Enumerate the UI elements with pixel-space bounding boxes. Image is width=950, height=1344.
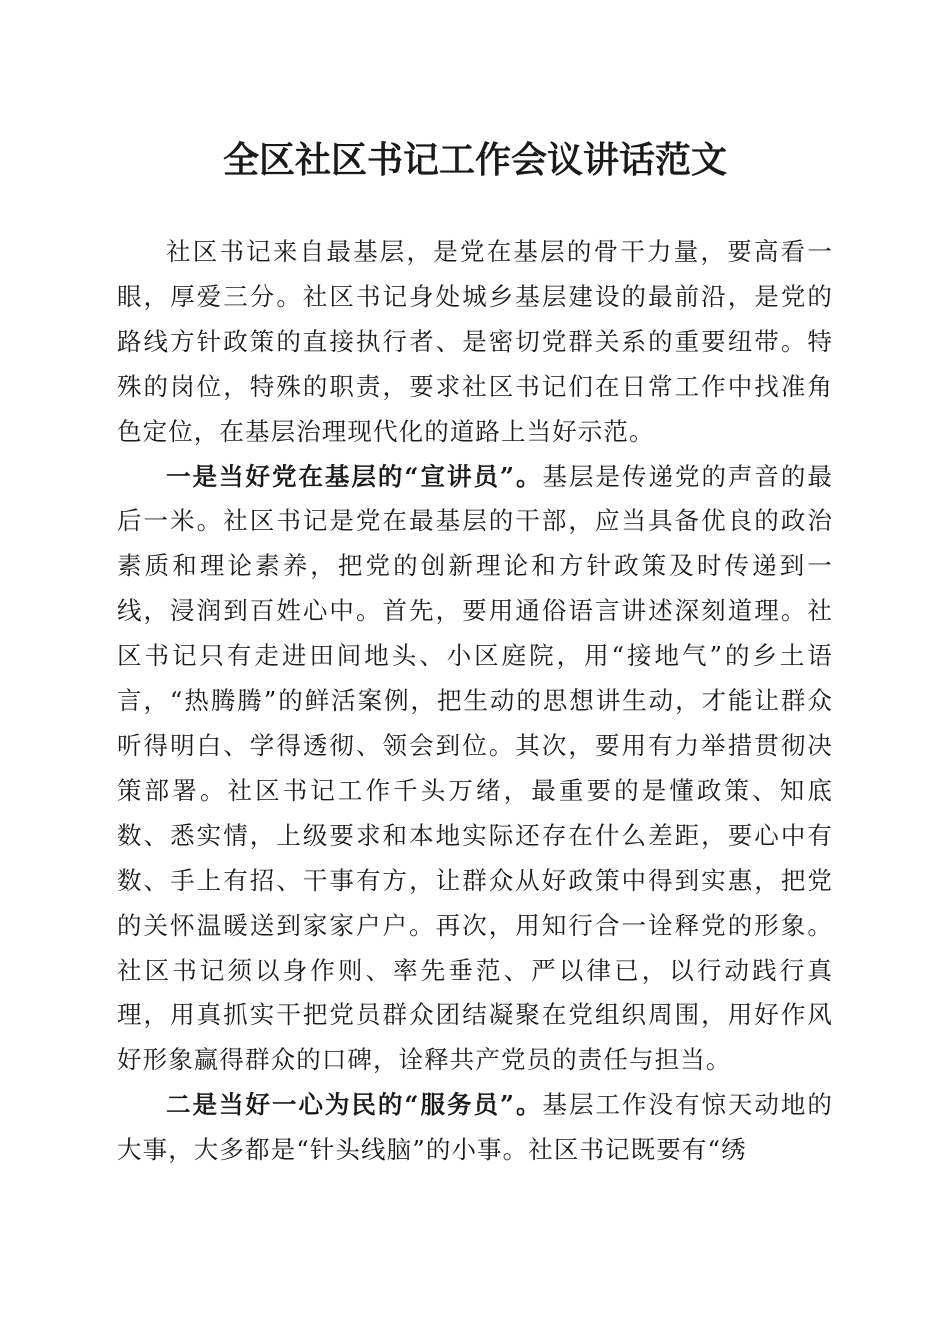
paragraph-text: 基层工作没有惊天动地的大事，大多都是“针头线脑”的小事。社区书记既要有“绣: [117, 1090, 833, 1165]
paragraph-text: 基层是传递党的声音的最后一米。社区书记是党在最基层的干部，应当具备优良的政治素质和理论素养，把党的创新理论和方针政策及时传递到一线，浸润到百姓心中。首先，要用通俗语言讲述深刻道理。社区书记只有走进田间地头、小区庭院，用“接地气”的乡土语言，“热腾腾”的鲜活案例，把生动的思想讲生动，才能让群众听得明白、学得透彻、领会到位。其次，要用有力举措贯彻决策部署。社区书记工作千头万绪，最重要的是懂政策、知底数、悉实情，上级要求和本地实际还存在什么差距，要心中有数、手上有招、干事有方，让群众从好政策中得到实惠，把党的关怀温暖送到家家户户。再次，用知行合一诠释党的形象。社区书记须以身作则、率先垂范、严以律已，以行动践行真理，用真抓实干把党员群众团结凝聚在党组织周围，用好作风好形象赢得群众的口碑，诠释共产党员的责任与担当。: [117, 461, 833, 1075]
document-title: 全区社区书记工作会议讲话范文: [222, 139, 727, 181]
paragraph-point-one: [117, 455, 833, 1084]
paragraph-lead: 一是当好党在基层的“宣讲员”。: [166, 461, 543, 491]
paragraph-intro: [117, 230, 833, 455]
paragraph-point-two: [117, 1083, 833, 1173]
paragraph-lead: 二是当好一心为民的“服务员”。: [166, 1090, 543, 1120]
document-body: [117, 230, 833, 1173]
paragraph-text: 社区书记来自最基层，是党在基层的骨干力量，要高看一眼，厚爱三分。社区书记身处城乡基层建设的最前沿，是党的路线方针政策的直接执行者、是密切党群关系的重要纽带。特殊的岗位，特殊的职责，要求社区书记们在日常工作中找准角色定位，在基层治理现代化的道路上当好示范。: [117, 237, 833, 446]
